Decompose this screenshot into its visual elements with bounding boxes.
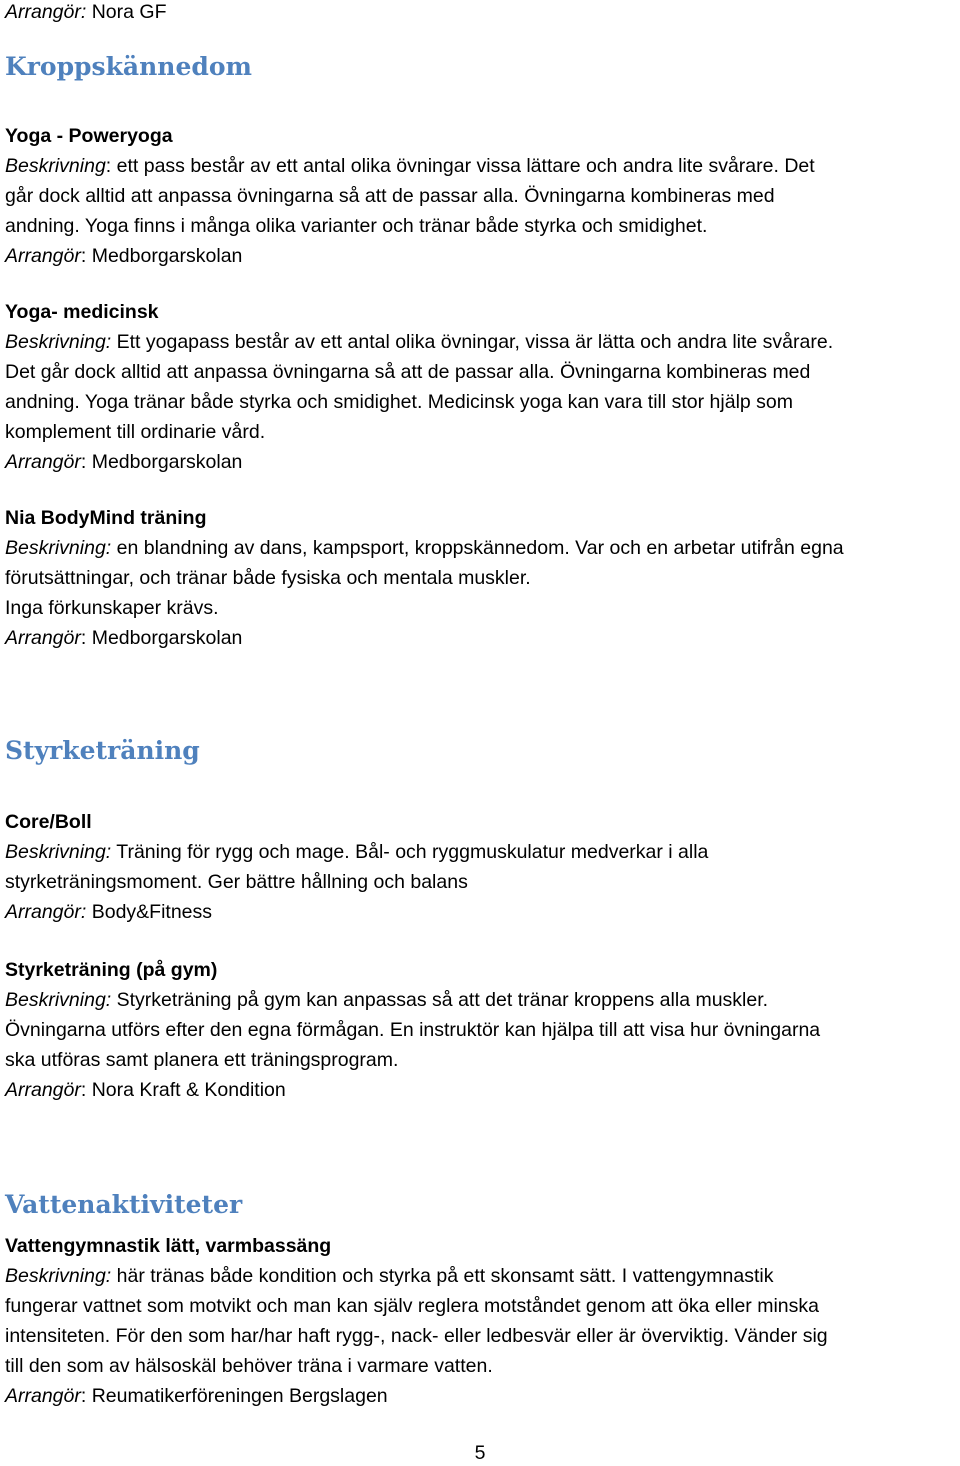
activity-yoga-poweryoga bbox=[5, 121, 942, 271]
description-line: Inga förkunskaper krävs. bbox=[5, 597, 219, 619]
organizer-line bbox=[5, 897, 942, 927]
description-line: andning. Yoga tränar både styrka och smidighet. Medicinsk yoga kan vara till stor hjälp som bbox=[5, 391, 794, 413]
description-line: styrketräningsmoment. Ger bättre hållning och balans bbox=[5, 871, 468, 893]
description-line: Övningarna utförs efter den egna förmågan. En instruktör kan hjälpa till att visa hur övningarna bbox=[5, 1019, 821, 1041]
activity-core-boll bbox=[5, 807, 942, 927]
activity-title: Vattengymnastik lätt, varmbassäng bbox=[5, 1235, 332, 1257]
description-label: Beskrivning: bbox=[5, 841, 112, 863]
description-line: ska utföras samt planera ett träningsprogram. bbox=[5, 1049, 399, 1071]
organizer-label: Arrangör bbox=[5, 1079, 81, 1101]
description-line: intensiteten. För den som har/har haft rygg-, nack- eller ledbesvär eller är överviktig. Vänder sig bbox=[5, 1325, 828, 1347]
description-line: Beskrivning: Styrketräning på gym kan anpassas så att det tränar kroppens alla muskler. bbox=[5, 989, 769, 1011]
organizer-label: Arrangör bbox=[5, 1385, 81, 1407]
organizer-value: : Nora Kraft & Kondition bbox=[80, 1079, 286, 1101]
activity-styrketraning-gym bbox=[5, 955, 942, 1105]
organizer-value: Body&Fitness bbox=[86, 901, 213, 923]
organizer-value: : Reumatikerföreningen Bergslagen bbox=[80, 1385, 388, 1407]
description-line: komplement till ordinarie vård. bbox=[5, 421, 266, 443]
description-label: Beskrivning bbox=[5, 155, 106, 177]
activity-title: Yoga- medicinsk bbox=[5, 301, 159, 323]
organizer-line bbox=[5, 623, 942, 653]
organizer-line bbox=[5, 241, 942, 271]
description-line: Det går dock alltid att anpassa övningarna så att de passar alla. Övningarna kombineras med bbox=[5, 361, 811, 383]
organizer-label: Arrangör bbox=[5, 451, 81, 473]
section-heading-kroppskannedom: Kroppskännedom bbox=[5, 52, 252, 81]
activity-yoga-medicinsk bbox=[5, 297, 942, 477]
activity-title: Core/Boll bbox=[5, 811, 92, 833]
description-line: fungerar vattnet som motvikt och man kan själv reglera motståndet genom att öka eller minska bbox=[5, 1295, 819, 1317]
description-label: Beskrivning: bbox=[5, 989, 112, 1011]
organizer-line bbox=[5, 447, 942, 477]
section-heading-vattenaktiviteter: Vattenaktiviteter bbox=[5, 1190, 243, 1219]
organizer-label: Arrangör: bbox=[5, 901, 87, 923]
activity-nia-bodymind bbox=[5, 503, 942, 653]
description-line: Beskrivning: ett pass består av ett antal olika övningar vissa lättare och andra lite svårare. Det bbox=[5, 155, 815, 177]
activity-title: Nia BodyMind träning bbox=[5, 507, 207, 529]
organizer-label: Arrangör bbox=[5, 627, 81, 649]
description-line: Beskrivning: Ett yogapass består av ett antal olika övningar, vissa är lätta och andra lite svårare. bbox=[5, 331, 834, 353]
description-line: andning. Yoga finns i många olika varianter och tränar både styrka och smidighet. bbox=[5, 215, 708, 237]
description-line: Beskrivning: en blandning av dans, kampsport, kroppskännedom. Var och en arbetar utifrån egna bbox=[5, 537, 844, 559]
organizer-value: : Medborgarskolan bbox=[80, 451, 243, 473]
top-organizer-line bbox=[5, 0, 942, 27]
description-label: Beskrivning: bbox=[5, 331, 112, 353]
description-line: förutsättningar, och tränar både fysiska och mentala muskler. bbox=[5, 567, 531, 589]
activity-vattengymnastik bbox=[5, 1231, 942, 1411]
organizer-value: : Medborgarskolan bbox=[80, 627, 243, 649]
description-label: Beskrivning: bbox=[5, 1265, 112, 1287]
description-line: till den som av hälsoskäl behöver träna i varmare vatten. bbox=[5, 1355, 493, 1377]
description-line: går dock alltid att anpassa övningarna så att de passar alla. Övningarna kombineras med bbox=[5, 185, 775, 207]
page-number: 5 bbox=[474, 1442, 486, 1464]
organizer-label: Arrangör: bbox=[5, 1, 87, 23]
organizer-value: : Medborgarskolan bbox=[80, 245, 243, 267]
description-line: Beskrivning: Träning för rygg och mage. Bål- och ryggmuskulatur medverkar i alla bbox=[5, 841, 709, 863]
description-line: Beskrivning: här tränas både kondition och styrka på ett skonsamt sätt. I vattengymnastik bbox=[5, 1265, 774, 1287]
description-label: Beskrivning: bbox=[5, 537, 112, 559]
activity-title: Yoga - Poweryoga bbox=[5, 125, 173, 147]
activity-title: Styrketräning (på gym) bbox=[5, 959, 218, 981]
section-heading-styrketraning: Styrketräning bbox=[5, 736, 200, 765]
organizer-label: Arrangör bbox=[5, 245, 81, 267]
organizer-value: Nora GF bbox=[86, 1, 167, 23]
organizer-line bbox=[5, 1381, 942, 1411]
organizer-line bbox=[5, 1075, 942, 1105]
